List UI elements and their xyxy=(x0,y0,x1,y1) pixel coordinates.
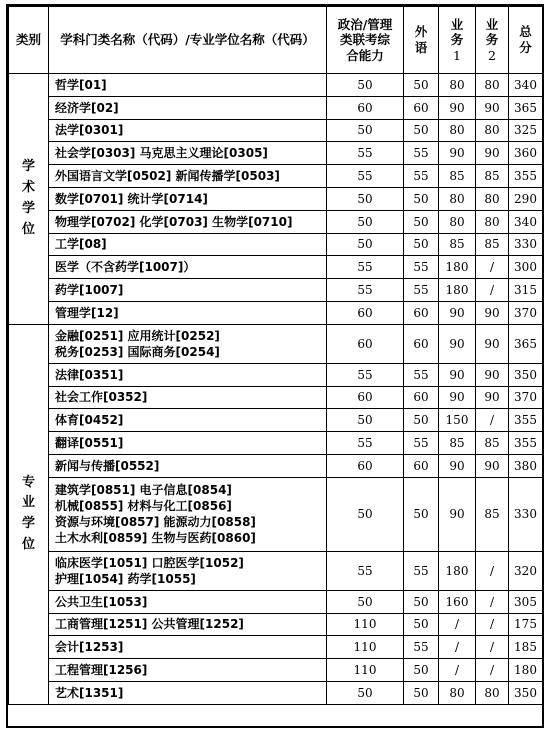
politics-score-cell: 50 xyxy=(327,187,404,210)
politics-score-cell: 50 xyxy=(327,119,404,142)
subject-2-score-cell: 85 xyxy=(476,432,509,455)
total-score-cell: 350 xyxy=(509,681,543,704)
subject-2-score-cell: 85 xyxy=(476,233,509,256)
total-score-cell: 330 xyxy=(509,477,543,551)
total-score-cell: 340 xyxy=(509,210,543,233)
total-score-cell: 300 xyxy=(509,256,543,279)
program-name-cell xyxy=(49,409,327,432)
foreign-language-score-cell: 50 xyxy=(404,477,439,551)
subject-1-score-cell: 80 xyxy=(439,74,476,97)
program-name-line: 工程管理[1256] xyxy=(55,662,148,677)
politics-score-cell: 55 xyxy=(327,165,404,188)
program-name-line: 哲学[01] xyxy=(55,77,107,92)
table-row xyxy=(9,636,543,659)
program-name-line: 税务[0253] 国际商务[0254] xyxy=(55,344,220,359)
subject-2-score-cell: 90 xyxy=(476,142,509,165)
foreign-language-score-cell: 50 xyxy=(404,210,439,233)
table-row xyxy=(9,432,543,455)
program-name-cell xyxy=(49,96,327,119)
politics-score-cell: 60 xyxy=(327,301,404,324)
header-politics: 政治/管理 类联考综 合能力 xyxy=(327,7,404,74)
subject-2-score-cell: / xyxy=(476,659,509,682)
politics-score-cell: 60 xyxy=(327,324,404,363)
program-name-line: 临床医学[1051] 口腔医学[1052] xyxy=(55,555,244,570)
foreign-language-score-cell: 50 xyxy=(404,119,439,142)
foreign-language-score-cell: 50 xyxy=(404,187,439,210)
subject-2-score-cell: / xyxy=(476,636,509,659)
program-name-cell xyxy=(49,454,327,477)
table-row xyxy=(9,256,543,279)
subject-2-score-cell: 90 xyxy=(476,324,509,363)
program-name-cell xyxy=(49,363,327,386)
table-row xyxy=(9,119,543,142)
table-row xyxy=(9,454,543,477)
category-cell: 专 业 学 位 xyxy=(9,324,49,704)
total-score-cell: 185 xyxy=(509,636,543,659)
subject-1-score-cell: 160 xyxy=(439,590,476,613)
politics-score-cell: 55 xyxy=(327,551,404,590)
foreign-language-score-cell: 50 xyxy=(404,590,439,613)
program-name-line: 工商管理[1251] 公共管理[1252] xyxy=(55,617,244,632)
table-row xyxy=(9,324,543,363)
program-name-line: 外国语言文学[0502] 新闻传播学[0503] xyxy=(55,168,280,183)
header-row xyxy=(9,7,543,74)
program-name-line: 资源与环境[0857] 能源动力[0858] xyxy=(55,515,256,530)
program-name-line: 新闻与传播[0552] xyxy=(55,458,160,473)
program-name-line: 会计[1253] xyxy=(55,640,124,655)
subject-2-score-cell: 80 xyxy=(476,74,509,97)
total-score-cell: 355 xyxy=(509,165,543,188)
foreign-language-score-cell: 55 xyxy=(404,636,439,659)
politics-score-cell: 110 xyxy=(327,636,404,659)
program-name-line: 建筑学[0851] 电子信息[0854] xyxy=(55,482,232,497)
subject-2-score-cell: / xyxy=(476,613,509,636)
politics-score-cell: 60 xyxy=(327,386,404,409)
program-name-cell xyxy=(49,681,327,704)
total-score-cell: 380 xyxy=(509,454,543,477)
politics-score-cell: 55 xyxy=(327,256,404,279)
foreign-language-score-cell: 50 xyxy=(404,613,439,636)
subject-2-score-cell: 85 xyxy=(476,477,509,551)
program-name-cell xyxy=(49,590,327,613)
total-score-cell: 290 xyxy=(509,187,543,210)
total-score-cell: 360 xyxy=(509,142,543,165)
subject-2-score-cell: 90 xyxy=(476,301,509,324)
program-name-line: 艺术[1351] xyxy=(55,685,124,700)
program-name-line: 机械[0855] 材料与化工[0856] xyxy=(55,499,232,514)
table-row xyxy=(9,590,543,613)
program-name-cell xyxy=(49,233,327,256)
foreign-language-score-cell: 55 xyxy=(404,142,439,165)
politics-score-cell: 50 xyxy=(327,233,404,256)
subject-1-score-cell: 90 xyxy=(439,477,476,551)
program-name-line: 公共卫生[1053] xyxy=(55,594,148,609)
program-name-cell xyxy=(49,324,327,363)
politics-score-cell: 55 xyxy=(327,142,404,165)
program-name-cell xyxy=(49,301,327,324)
table-row xyxy=(9,210,543,233)
subject-1-score-cell: 90 xyxy=(439,386,476,409)
subject-1-score-cell: / xyxy=(439,659,476,682)
table-row xyxy=(9,681,543,704)
subject-1-score-cell: 80 xyxy=(439,187,476,210)
program-name-line: 翻译[0551] xyxy=(55,435,124,450)
politics-score-cell: 55 xyxy=(327,432,404,455)
politics-score-cell: 50 xyxy=(327,477,404,551)
subject-1-score-cell: 180 xyxy=(439,551,476,590)
program-name-cell xyxy=(49,432,327,455)
politics-score-cell: 110 xyxy=(327,659,404,682)
subject-1-score-cell: 90 xyxy=(439,142,476,165)
program-name-cell xyxy=(49,279,327,302)
subject-1-score-cell: 80 xyxy=(439,119,476,142)
foreign-language-score-cell: 50 xyxy=(404,409,439,432)
subject-1-score-cell: 180 xyxy=(439,279,476,302)
politics-score-cell: 50 xyxy=(327,409,404,432)
politics-score-cell: 50 xyxy=(327,210,404,233)
header-subject-2: 业 务 2 xyxy=(476,7,509,74)
subject-2-score-cell: / xyxy=(476,409,509,432)
program-name-cell xyxy=(49,187,327,210)
header-subject-1: 业 务 1 xyxy=(439,7,476,74)
foreign-language-score-cell: 55 xyxy=(404,551,439,590)
table-row xyxy=(9,96,543,119)
program-name-line: 医学（不含药学[1007]） xyxy=(55,260,196,275)
foreign-language-score-cell: 60 xyxy=(404,96,439,119)
program-name-line: 土木水利[0859] 生物与医药[0860] xyxy=(55,531,256,546)
header-category: 类别 xyxy=(9,7,49,74)
subject-1-score-cell: 90 xyxy=(439,454,476,477)
foreign-language-score-cell: 60 xyxy=(404,386,439,409)
program-name-line: 工学[08] xyxy=(55,237,107,252)
foreign-language-score-cell: 55 xyxy=(404,256,439,279)
subject-1-score-cell: 80 xyxy=(439,681,476,704)
header-foreign-language: 外 语 xyxy=(404,7,439,74)
foreign-language-score-cell: 60 xyxy=(404,301,439,324)
subject-1-score-cell: 90 xyxy=(439,324,476,363)
politics-score-cell: 50 xyxy=(327,74,404,97)
table-row xyxy=(9,409,543,432)
foreign-language-score-cell: 55 xyxy=(404,279,439,302)
total-score-cell: 320 xyxy=(509,551,543,590)
subject-1-score-cell: 80 xyxy=(439,210,476,233)
subject-2-score-cell: 90 xyxy=(476,454,509,477)
program-name-cell xyxy=(49,659,327,682)
subject-1-score-cell: / xyxy=(439,613,476,636)
subject-1-score-cell: 85 xyxy=(439,432,476,455)
subject-2-score-cell: 80 xyxy=(476,681,509,704)
total-score-cell: 370 xyxy=(509,386,543,409)
subject-1-score-cell: 90 xyxy=(439,301,476,324)
foreign-language-score-cell: 55 xyxy=(404,363,439,386)
total-score-cell: 370 xyxy=(509,301,543,324)
subject-1-score-cell: 150 xyxy=(439,409,476,432)
subject-1-score-cell: / xyxy=(439,636,476,659)
program-name-cell xyxy=(49,210,327,233)
program-name-line: 护理[1054] 药学[1055] xyxy=(55,571,196,586)
table-row xyxy=(9,363,543,386)
subject-2-score-cell: 85 xyxy=(476,165,509,188)
politics-score-cell: 60 xyxy=(327,96,404,119)
politics-score-cell: 110 xyxy=(327,613,404,636)
program-name-line: 经济学[02] xyxy=(55,100,119,115)
program-name-line: 药学[1007] xyxy=(55,282,124,297)
foreign-language-score-cell: 50 xyxy=(404,659,439,682)
program-name-cell xyxy=(49,386,327,409)
foreign-language-score-cell: 50 xyxy=(404,74,439,97)
table-row xyxy=(9,659,543,682)
table-row xyxy=(9,279,543,302)
subject-2-score-cell: 80 xyxy=(476,119,509,142)
subject-2-score-cell: 90 xyxy=(476,96,509,119)
program-name-cell xyxy=(49,551,327,590)
politics-score-cell: 55 xyxy=(327,279,404,302)
subject-1-score-cell: 85 xyxy=(439,165,476,188)
header-name: 学科门类名称（代码）/专业学位名称（代码） xyxy=(49,7,327,74)
total-score-cell: 340 xyxy=(509,74,543,97)
score-line-table xyxy=(8,6,543,705)
table-row xyxy=(9,142,543,165)
foreign-language-score-cell: 55 xyxy=(404,432,439,455)
subject-2-score-cell: 90 xyxy=(476,363,509,386)
program-name-line: 社会学[0303] 马克思主义理论[0305] xyxy=(55,146,268,161)
table-row xyxy=(9,477,543,551)
table-row xyxy=(9,74,543,97)
subject-2-score-cell: / xyxy=(476,279,509,302)
program-name-cell xyxy=(49,477,327,551)
program-name-cell xyxy=(49,119,327,142)
subject-1-score-cell: 90 xyxy=(439,96,476,119)
program-name-line: 管理学[12] xyxy=(55,305,119,320)
table-row xyxy=(9,187,543,210)
program-name-cell xyxy=(49,613,327,636)
table-row xyxy=(9,301,543,324)
politics-score-cell: 55 xyxy=(327,363,404,386)
table-row xyxy=(9,233,543,256)
subject-2-score-cell: 80 xyxy=(476,210,509,233)
politics-score-cell: 50 xyxy=(327,681,404,704)
program-name-cell xyxy=(49,165,327,188)
total-score-cell: 315 xyxy=(509,279,543,302)
program-name-line: 社会工作[0352] xyxy=(55,390,148,405)
table-row xyxy=(9,551,543,590)
subject-2-score-cell: 90 xyxy=(476,386,509,409)
total-score-cell: 355 xyxy=(509,409,543,432)
total-score-cell: 325 xyxy=(509,119,543,142)
total-score-cell: 365 xyxy=(509,324,543,363)
politics-score-cell: 50 xyxy=(327,590,404,613)
politics-score-cell: 60 xyxy=(327,454,404,477)
total-score-cell: 175 xyxy=(509,613,543,636)
total-score-cell: 355 xyxy=(509,432,543,455)
foreign-language-score-cell: 50 xyxy=(404,681,439,704)
program-name-line: 金融[0251] 应用统计[0252] xyxy=(55,328,220,343)
program-name-cell xyxy=(49,636,327,659)
score-table-frame xyxy=(6,4,544,728)
table-row xyxy=(9,613,543,636)
subject-2-score-cell: / xyxy=(476,256,509,279)
foreign-language-score-cell: 60 xyxy=(404,324,439,363)
program-name-line: 物理学[0702] 化学[0703] 生物学[0710] xyxy=(55,214,293,229)
program-name-line: 法学[0301] xyxy=(55,123,124,138)
category-cell: 学 术 学 位 xyxy=(9,74,49,325)
program-name-line: 数学[0701] 统计学[0714] xyxy=(55,191,208,206)
subject-1-score-cell: 90 xyxy=(439,363,476,386)
total-score-cell: 180 xyxy=(509,659,543,682)
subject-2-score-cell: / xyxy=(476,551,509,590)
header-total: 总 分 xyxy=(509,7,543,74)
program-name-line: 法律[0351] xyxy=(55,367,124,382)
total-score-cell: 365 xyxy=(509,96,543,119)
subject-1-score-cell: 85 xyxy=(439,233,476,256)
foreign-language-score-cell: 50 xyxy=(404,233,439,256)
program-name-cell xyxy=(49,142,327,165)
total-score-cell: 305 xyxy=(509,590,543,613)
total-score-cell: 350 xyxy=(509,363,543,386)
subject-2-score-cell: / xyxy=(476,590,509,613)
foreign-language-score-cell: 55 xyxy=(404,165,439,188)
foreign-language-score-cell: 60 xyxy=(404,454,439,477)
table-row xyxy=(9,165,543,188)
total-score-cell: 330 xyxy=(509,233,543,256)
subject-2-score-cell: 80 xyxy=(476,187,509,210)
subject-1-score-cell: 180 xyxy=(439,256,476,279)
program-name-cell xyxy=(49,74,327,97)
table-row xyxy=(9,386,543,409)
program-name-cell xyxy=(49,256,327,279)
program-name-line: 体育[0452] xyxy=(55,413,124,428)
